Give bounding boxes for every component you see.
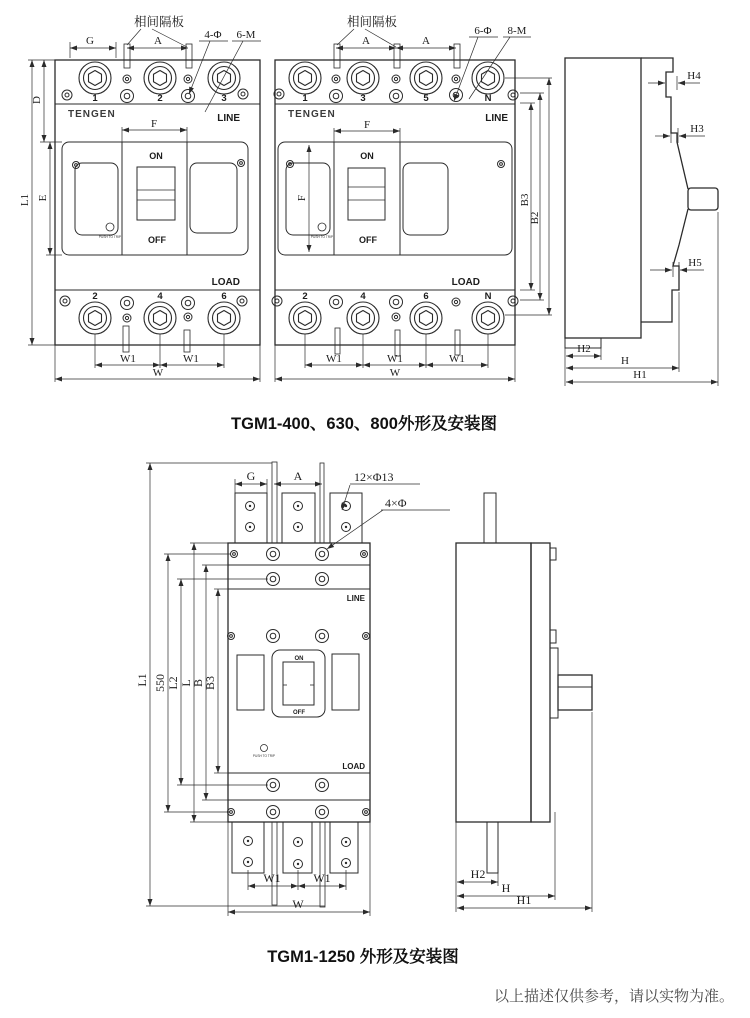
separator-bar: [320, 822, 325, 907]
dim-label-E: E: [37, 194, 49, 202]
dim-label-B2: B2: [529, 211, 541, 225]
terminal-number: 4: [157, 291, 163, 302]
front-cover: [62, 142, 248, 255]
side-handle: [558, 675, 592, 710]
mounting-screws: [228, 548, 370, 819]
dim-label-F: F: [363, 119, 371, 131]
terminal-number: 4: [360, 291, 366, 302]
dim-label-H4: H4: [687, 70, 701, 82]
trip-button: [106, 223, 114, 231]
separator-bar: [272, 822, 277, 905]
line-side-label: LINE: [217, 113, 240, 124]
dim-label-W1: W1: [449, 353, 465, 365]
phase-separator-callout: 相间隔板: [347, 15, 398, 29]
load-side-label: LOAD: [211, 277, 240, 288]
terminal-number: 1: [302, 93, 308, 104]
dimensions-1250: [135, 463, 450, 916]
dim-label-550: 550: [153, 674, 167, 692]
diagram-tgm1-1250: [135, 462, 592, 966]
trip-button: [318, 223, 326, 231]
dim-label-W1: W1: [313, 871, 331, 885]
dim-label-D: D: [31, 96, 43, 104]
dim-label-W1: W1: [263, 871, 281, 885]
push-to-trip-label: PUSH TO TRIP: [252, 754, 276, 758]
callout-12xphi13: 12×Φ13: [354, 470, 394, 484]
separator-bar: [320, 463, 324, 543]
push-to-trip-label: PUSH TO TRIP: [310, 235, 334, 239]
line-terminal-pads: [235, 493, 362, 543]
footer-disclaimer: 以上描述仅供参考，请以实物为准。: [493, 988, 734, 1005]
terminal-number: 3: [221, 93, 227, 104]
load-side-label: LOAD: [451, 277, 480, 288]
load-side-label: LOAD: [342, 762, 365, 771]
toggle-handle: [137, 167, 175, 220]
dim-label-F-vertical: F: [296, 194, 308, 202]
breaker-1250-side-view: [456, 493, 592, 912]
terminal-number: 6: [423, 291, 429, 302]
breaker-3pole-front-view: [55, 44, 260, 352]
diagram2-caption: TGM1-1250 外形及安装图: [267, 948, 459, 966]
line-terminals: [62, 62, 248, 103]
dim-label-H5: H5: [688, 257, 702, 269]
terminal-number: 6: [221, 291, 227, 302]
dim-label-B3: B3: [519, 193, 531, 207]
callout-4xphi: 4×Φ: [385, 496, 407, 510]
dim-label-H2: H2: [470, 867, 486, 881]
dim-label-B3: B3: [203, 675, 217, 691]
side-handle: [688, 188, 718, 210]
busbar-top: [484, 493, 496, 543]
separator-bar: [272, 462, 277, 543]
dim-label-W: W: [292, 897, 304, 911]
front-cover: [278, 142, 512, 255]
front-cover: [237, 650, 359, 717]
terminal-number: 2: [157, 93, 163, 104]
dim-label-L2: L2: [166, 676, 180, 690]
off-label: OFF: [293, 710, 305, 716]
dim-label-H1: H1: [516, 893, 532, 907]
off-label: OFF: [359, 235, 377, 245]
callout-4-phi: 4-Φ: [204, 29, 222, 41]
dim-label-H: H: [621, 355, 629, 367]
callout-6-M: 6-M: [236, 29, 256, 41]
dim-label-L1: L1: [135, 673, 149, 687]
toggle-handle: [283, 662, 314, 705]
push-to-trip-label: PUSH TO TRIP: [98, 235, 122, 239]
brand-logo: TENGEN: [68, 109, 116, 120]
dim-label-A: A: [154, 35, 162, 47]
breaker-1250-front-view: [228, 462, 371, 907]
off-label: OFF: [148, 235, 166, 245]
dim-label-H3: H3: [690, 123, 704, 135]
trip-button: [261, 745, 268, 752]
dim-label-H: H: [501, 881, 511, 895]
dimensions-side-2: [456, 712, 592, 912]
callout-8-M: 8-M: [507, 25, 527, 37]
phase-separator-callout: 相间隔板: [134, 15, 185, 29]
load-terminals: [60, 296, 247, 334]
dim-label-W1: W1: [120, 353, 136, 365]
terminal-number: 2: [92, 291, 98, 302]
dim-label-A: A: [422, 35, 430, 47]
busbar-bottom: [487, 822, 498, 873]
dim-label-W1: W1: [387, 353, 403, 365]
dim-label-W: W: [152, 367, 164, 379]
line-side-label: LINE: [485, 113, 508, 124]
diagram-tgm1-400-630-800: [19, 14, 718, 433]
terminal-number: N: [484, 93, 492, 104]
load-terminal-pads: [232, 822, 358, 873]
dim-label-F: F: [150, 118, 158, 130]
dim-label-W: W: [389, 367, 401, 379]
dim-label-B: B: [191, 678, 205, 688]
on-label: ON: [294, 656, 304, 662]
terminal-number: N: [484, 291, 492, 302]
dim-label-H2: H2: [577, 343, 591, 355]
callout-6-phi: 6-Φ: [474, 25, 492, 37]
terminal-number: 3: [360, 93, 366, 104]
dim-label-W1: W1: [326, 353, 342, 365]
on-label: ON: [149, 151, 163, 161]
dim-label-H1: H1: [633, 369, 647, 381]
terminal-number: 5: [423, 93, 429, 104]
line-side-label: LINE: [346, 594, 365, 603]
dim-label-L1: L1: [19, 193, 31, 207]
terminal-number: 1: [92, 93, 98, 104]
toggle-handle: [348, 168, 385, 220]
dim-label-G: G: [86, 35, 94, 47]
terminal-number: 2: [302, 291, 308, 302]
dim-label-G: G: [246, 469, 256, 483]
dimensions-4pole: [275, 14, 552, 382]
on-label: ON: [360, 151, 374, 161]
load-terminals: [272, 296, 518, 335]
dim-label-L: L: [179, 679, 193, 687]
diagram1-caption: TGM1-400、630、800外形及安装图: [231, 415, 497, 433]
brand-logo: TENGEN: [288, 109, 336, 120]
breaker-side-view-1: [565, 58, 718, 386]
dim-label-A: A: [362, 35, 370, 47]
dim-label-W1: W1: [183, 353, 199, 365]
dim-label-A: A: [293, 469, 303, 483]
